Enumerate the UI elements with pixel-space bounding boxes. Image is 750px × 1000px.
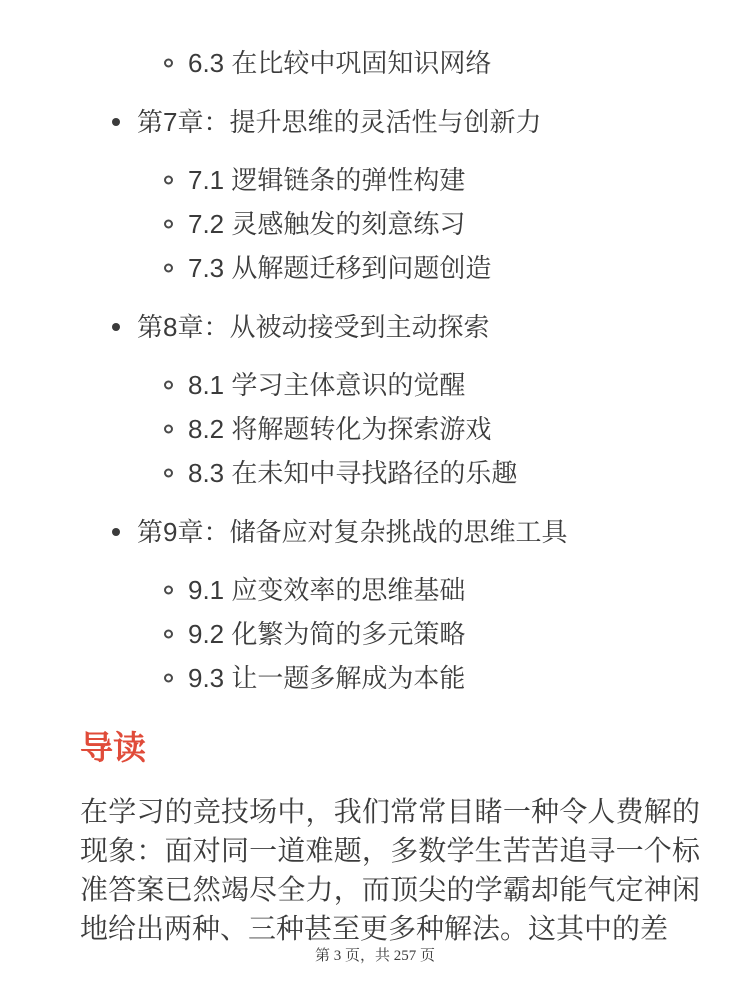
toc-section-item <box>80 251 700 285</box>
circle-bullet-icon <box>164 630 173 639</box>
table-of-contents <box>80 46 700 695</box>
toc-item-label: 7.1 逻辑链条的弹性构建 <box>188 165 466 195</box>
toc-section-item <box>80 46 700 80</box>
circle-bullet-icon <box>164 674 173 683</box>
disc-bullet-icon <box>112 528 120 536</box>
disc-bullet-icon <box>112 118 120 126</box>
toc-item-label: 第7章：提升思维的灵活性与创新力 <box>137 107 542 137</box>
circle-bullet-icon <box>164 425 173 434</box>
toc-section-item <box>80 661 700 695</box>
toc-section-item <box>80 412 700 446</box>
toc-section-item <box>80 617 700 651</box>
toc-item-label: 第9章：储备应对复杂挑战的思维工具 <box>137 517 568 547</box>
toc-section-item <box>80 207 700 241</box>
toc-chapter-item <box>80 515 700 549</box>
toc-item-label: 7.3 从解题迁移到问题创造 <box>188 253 492 283</box>
toc-item-label: 9.2 化繁为简的多元策略 <box>188 619 466 649</box>
toc-section-item <box>80 368 700 402</box>
circle-bullet-icon <box>164 586 173 595</box>
toc-item-label: 8.2 将解题转化为探索游戏 <box>188 414 492 444</box>
toc-item-label: 8.1 学习主体意识的觉醒 <box>188 370 466 400</box>
toc-item-label: 第8章：从被动接受到主动探索 <box>137 312 490 342</box>
circle-bullet-icon <box>164 176 173 185</box>
toc-item-label: 7.2 灵感触发的刻意练习 <box>188 209 466 239</box>
toc-section-item <box>80 163 700 197</box>
circle-bullet-icon <box>164 381 173 390</box>
body-paragraph: 在学习的竞技场中，我们常常目睹一种令人费解的现象：面对同一道难题，多数学生苦苦追寻一个标准答案已然竭尽全力，而顶尖的学霸却能气定神闲地给出两种、三种甚至更多种解法。这其中的差 <box>80 796 700 944</box>
page-indicator: 第 3 页，共 257 页 <box>314 948 435 964</box>
circle-bullet-icon <box>164 469 173 478</box>
toc-item-label: 9.1 应变效率的思维基础 <box>188 575 466 605</box>
toc-section-item <box>80 573 700 607</box>
disc-bullet-icon <box>112 323 120 331</box>
toc-chapter-item <box>80 105 700 139</box>
toc-item-label: 8.3 在未知中寻找路径的乐趣 <box>188 458 518 488</box>
circle-bullet-icon <box>164 220 173 229</box>
circle-bullet-icon <box>164 59 173 68</box>
toc-section-item <box>80 456 700 490</box>
section-heading: 导读 <box>80 729 146 766</box>
circle-bullet-icon <box>164 264 173 273</box>
toc-chapter-item <box>80 310 700 344</box>
toc-item-label: 6.3 在比较中巩固知识网络 <box>188 48 492 78</box>
toc-item-label: 9.3 让一题多解成为本能 <box>188 663 466 693</box>
